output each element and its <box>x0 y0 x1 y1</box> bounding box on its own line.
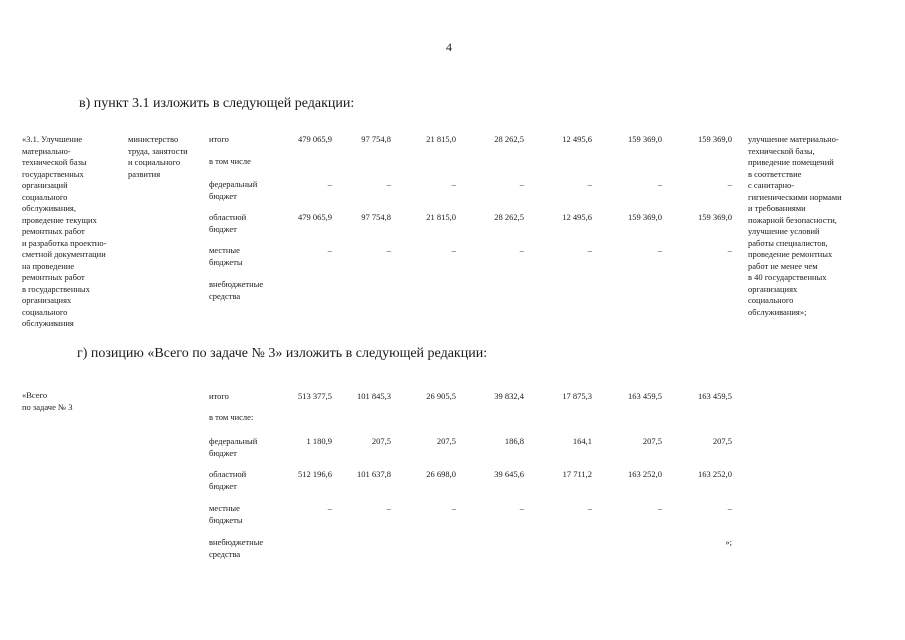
table2-row-label: федеральный бюджет <box>209 436 258 458</box>
table2-value-cell: 1 180,9 <box>306 436 332 446</box>
table1-row-label: местные бюджеты <box>209 245 243 267</box>
table1-value-cell: 479 065,9 <box>298 134 332 144</box>
table2-value-cell: 164,1 <box>572 436 592 446</box>
table1-value-cell: 21 815,0 <box>426 134 456 144</box>
table2-value-cell: 26 698,0 <box>426 469 456 479</box>
table1-value-cell: – <box>451 245 456 255</box>
table1-value-cell: 159 369,0 <box>628 212 662 222</box>
table1-row-label: внебюджетные средства <box>209 279 264 301</box>
table1-value-cell: 97 754,8 <box>361 212 391 222</box>
table1-value-cell: – <box>519 179 524 189</box>
table2-value-cell: 26 905,5 <box>426 391 456 401</box>
table1-value-cell: – <box>519 245 524 255</box>
table2-row-label: местные бюджеты <box>209 503 243 525</box>
table1-value-cell: 28 262,5 <box>494 212 524 222</box>
table2-value-cell: – <box>327 503 332 513</box>
table1-value-cell: – <box>451 179 456 189</box>
table2-value-cell: 163 252,0 <box>698 469 732 479</box>
table1-value-cell: 159 369,0 <box>628 134 662 144</box>
table1-value-cell: – <box>587 179 592 189</box>
section-g-heading: г) позицию «Всего по задаче № 3» изложить в следующей редакции: <box>77 346 488 361</box>
table1-value-cell: 159 369,0 <box>698 134 732 144</box>
table1-name-cell: «3.1. Улучшение материально- технической базы государственных организаций социального обслуживания, проведение текущих ремонтных работ и разработка проектно- сметной документации на проведение ремонтных работ в государственных организациях социального обслуживания <box>22 134 107 328</box>
table1-value-cell: – <box>727 179 732 189</box>
table2-value-cell: 513 377,5 <box>298 391 332 401</box>
table2-value-cell: 207,5 <box>712 436 732 446</box>
table1-value-cell: 97 754,8 <box>361 134 391 144</box>
table2-value-cell: – <box>386 503 391 513</box>
table2-value-cell: 163 459,5 <box>698 391 732 401</box>
table2-value-cell: 101 845,3 <box>357 391 391 401</box>
table1-row-label: федеральный бюджет <box>209 179 258 201</box>
table1-value-cell: 28 262,5 <box>494 134 524 144</box>
table1-value-cell: – <box>327 179 332 189</box>
table2-value-cell: – <box>657 503 662 513</box>
table1-value-cell: 12 495,6 <box>562 134 592 144</box>
table1-result-cell: улучшение материально- технической базы, приведение помещений в соответствие с санитарно- гигиеническими нормами и требованиями пожарной безопасности, улучшение условий работы специалистов, проведение ремонтных работ не менее чем в 40 государственных организациях социального обслуживания»; <box>748 134 842 317</box>
table2-value-cell: 39 645,6 <box>494 469 524 479</box>
table2-value-cell: »; <box>725 537 732 547</box>
table2-value-cell: – <box>519 503 524 513</box>
table1-value-cell: 12 495,6 <box>562 212 592 222</box>
table2-value-cell: 101 637,8 <box>357 469 391 479</box>
table1-value-cell: 479 065,9 <box>298 212 332 222</box>
table1-value-cell: – <box>727 245 732 255</box>
table2-value-cell: – <box>727 503 732 513</box>
table1-value-cell: – <box>657 179 662 189</box>
table1-row-label: в том числе <box>209 156 251 166</box>
table2-value-cell: 163 252,0 <box>628 469 662 479</box>
table2-row-label: областной бюджет <box>209 469 247 491</box>
table2-value-cell: 207,5 <box>371 436 391 446</box>
table2-value-cell: – <box>451 503 456 513</box>
table1-value-cell: – <box>657 245 662 255</box>
table1-executor-cell: министерство труда, занятости и социального развития <box>128 134 188 179</box>
table1-value-cell: 159 369,0 <box>698 212 732 222</box>
table1-value-cell: 21 815,0 <box>426 212 456 222</box>
table2-value-cell: 17 711,2 <box>562 469 592 479</box>
table1-row-label: областной бюджет <box>209 212 247 234</box>
table2-value-cell: 207,5 <box>436 436 456 446</box>
table2-row-label: внебюджетные средства <box>209 537 264 559</box>
section-v-heading: в) пункт 3.1 изложить в следующей редакции: <box>79 96 355 111</box>
table2-value-cell: 163 459,5 <box>628 391 662 401</box>
table2-value-cell: 39 832,4 <box>494 391 524 401</box>
table1-value-cell: – <box>587 245 592 255</box>
table2-value-cell: 17 875,3 <box>562 391 592 401</box>
table2-value-cell: – <box>587 503 592 513</box>
table2-row-label: в том числе: <box>209 412 254 422</box>
table2-value-cell: 186,8 <box>504 436 524 446</box>
table1-value-cell: – <box>327 245 332 255</box>
table2-value-cell: 512 196,6 <box>298 469 332 479</box>
table2-row-label: итого <box>209 391 229 401</box>
table2-value-cell: 207,5 <box>642 436 662 446</box>
page-number: 4 <box>446 40 452 54</box>
table1-row-label: итого <box>209 134 229 144</box>
table1-value-cell: – <box>386 245 391 255</box>
table2-name-cell: «Всего по задаче № 3 <box>22 390 73 412</box>
table1-value-cell: – <box>386 179 391 189</box>
